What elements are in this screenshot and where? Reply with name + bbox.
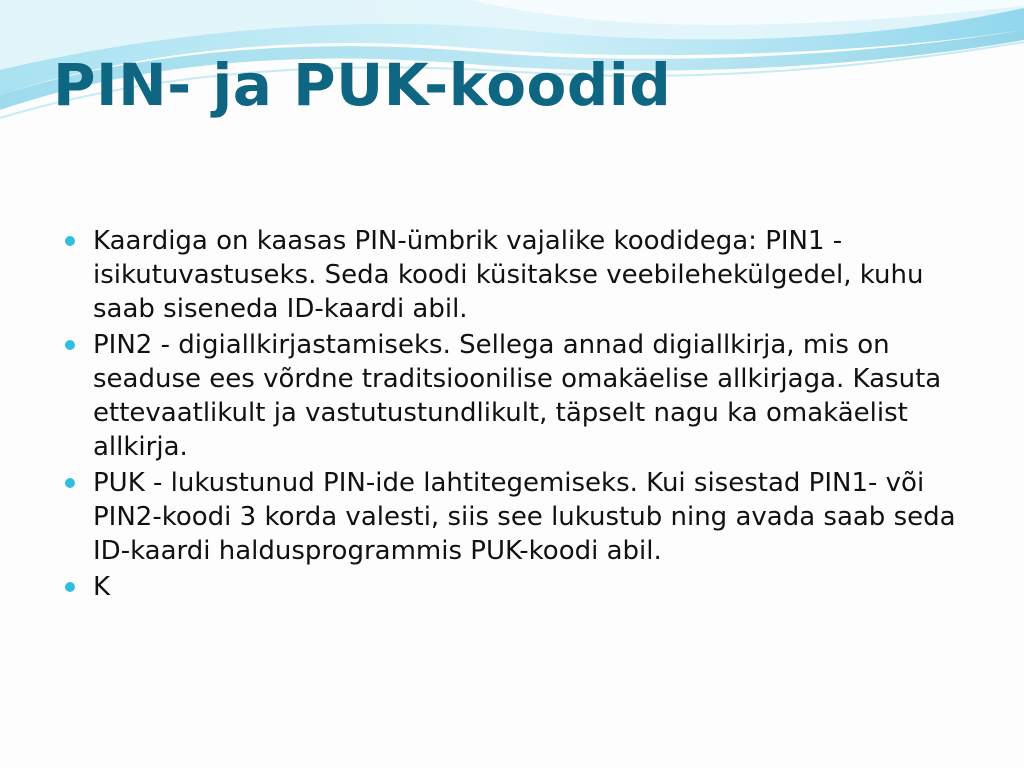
filled-circle-bullet-icon	[65, 478, 75, 488]
bullet-item	[65, 466, 965, 568]
bullet-item	[65, 224, 965, 326]
bullet-text: PIN2 - digiallkirjastamiseks. Sellega annad digiallkirja, mis on seaduse ees võrdne traditsioonilise omakäelise allkirjaga. Kasuta ettevaatlikult ja vastutustundlikult, täpselt nagu ka omakäelist allkirja.	[93, 330, 942, 462]
slide-title: PIN- ja PUK-koodid	[53, 51, 672, 119]
bullet-list	[65, 224, 965, 606]
bullet-text: K	[93, 572, 111, 602]
bullet-item	[65, 570, 965, 604]
filled-circle-bullet-icon	[65, 236, 75, 246]
bullet-item	[65, 328, 965, 464]
filled-circle-bullet-icon	[65, 582, 75, 592]
bullet-text: Kaardiga on kaasas PIN-ümbrik vajalike koodidega: PIN1 - isikutuvastuseks. Seda koodi küsitakse veebilehekülgedel, kuhu saab siseneda ID-kaardi abil.	[93, 226, 924, 324]
filled-circle-bullet-icon	[65, 340, 75, 350]
bullet-text: PUK - lukustunud PIN-ide lahtitegemiseks. Kui sisestad PIN1- või PIN2-koodi 3 korda valesti, siis see lukustub ning avada saab seda ID-kaardi haldusprogrammis PUK-koodi abil.	[93, 468, 956, 566]
